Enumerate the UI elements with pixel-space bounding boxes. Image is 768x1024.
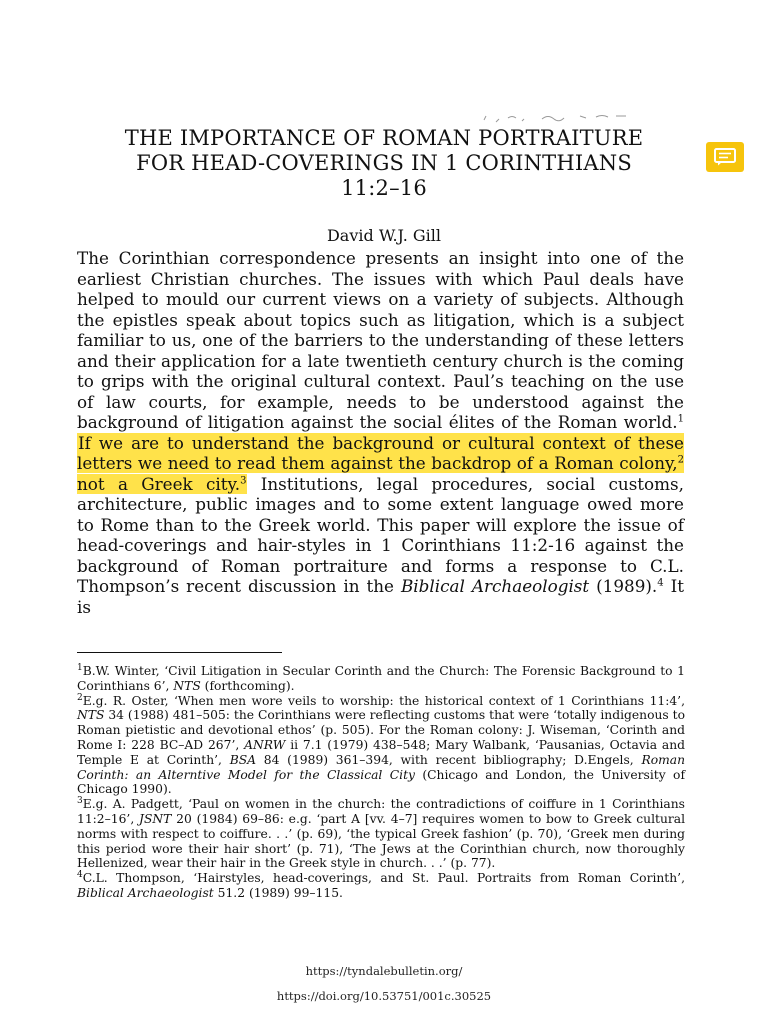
- footnote-text: B.W. Winter, ‘Civil Litigation in Secular Corinth and the Church: The Forensic Background to 1 Corinthians 6’,: [77, 664, 685, 693]
- footnotes: [77, 664, 685, 901]
- footnote-ref-1[interactable]: 1: [677, 413, 684, 425]
- footnote-ref-4[interactable]: 4: [657, 577, 664, 589]
- footnote-2: [77, 694, 685, 798]
- footnote-number: 3: [77, 796, 83, 807]
- footnote-text: C.L. Thompson, ‘Hairstyles, head-coverings, and St. Paul. Portraits from Roman Corinth’,: [82, 871, 685, 886]
- title-line-3: 11:2–16: [341, 176, 427, 200]
- footnote-1: [77, 664, 685, 694]
- journal-title: Biblical Archaeologist: [400, 576, 590, 596]
- comment-icon: [714, 148, 736, 166]
- footnote-ref-2[interactable]: 2: [677, 454, 684, 466]
- footnote-divider: [77, 652, 282, 653]
- footnote-italic: NTS: [77, 708, 105, 723]
- footnote-italic: JSNT: [139, 811, 172, 826]
- body-text-part-3: (1989).: [589, 576, 658, 596]
- footnote-text: 84 (1989) 361–394, with recent bibliography; D.Engels,: [256, 752, 642, 767]
- footnote-italic: Biblical Archaeologist: [77, 885, 214, 900]
- footnote-3: [77, 797, 685, 871]
- footnote-text: (forthcoming).: [200, 678, 295, 693]
- footnote-text: ii 7.1 (1979) 438–548; Mary Walbank, ‘Pausanias, Octavia and Temple E at Corinth’,: [77, 737, 685, 767]
- title-line-1: THE IMPORTANCE OF ROMAN PORTRAITURE: [124, 126, 644, 150]
- footnote-text: E.g. R. Oster, ‘When men wore veils to worship: the historical context of 1 Corinthians 11:4’,: [82, 693, 685, 708]
- footnote-4: [77, 871, 685, 901]
- title-line-2: FOR HEAD-COVERINGS IN 1 CORINTHIANS: [136, 151, 632, 175]
- footnote-text: 51.2 (1989) 99–115.: [213, 885, 343, 900]
- body-paragraph: [77, 248, 684, 617]
- body-text-part-1: The Corinthian correspondence presents an insight into one of the earliest Christian churches. The issues with which Paul deals have helped to mould our current views on a variety of subjects. Although the epistles speak about topics such as litigation, which is a subject familiar to us, one of the barriers to the understanding of these letters and their application for a late twentieth century church is the coming to grips with the original cultural context. Paul’s teaching on the use of law courts, for example, needs to be understood against the background of litigation against the social élites of the Roman world.: [77, 248, 684, 432]
- footnote-italic: ANRW: [244, 737, 286, 752]
- doi-link[interactable]: https://doi.org/10.53751/001c.30525: [276, 989, 492, 1003]
- body-text-part-2: Institutions, legal procedures, social customs, architecture, public images and to some extent language owed more to Rome than to the Greek world. This paper will explore the issue of head-coverings and hair-styles in 1 Corinthians 11:2-16 against the background of Roman portraiture and forms a response to C.L. Thompson’s recent discussion in the: [77, 473, 685, 596]
- footnote-italic: Roman Corinth: an Alterntive Model for the Classical City: [77, 752, 686, 782]
- footnote-text: 20 (1984) 69–86: e.g. ‘part A [vv. 4–7] requires women to bow to Greek cultural norms with respect to coiffure. . .’ (p. 69), ‘the typical Greek fashion’ (p. 70), ‘Greek men during this period wore their hair short’ (p. 71), ‘The Jews at the Corinthian church, now thoroughly Hellenized, wear their hair in the Greek style in church. . .’ (p. 77).: [77, 811, 686, 871]
- article-title: [60, 126, 708, 201]
- footnote-text: (Chicago and London, the University of Chicago 1990).: [77, 767, 685, 797]
- highlight-text-a: If we are to understand the background or cultural context of these letters we need to read them against the backdrop of a Roman colony,: [77, 432, 684, 473]
- journal-url-link[interactable]: https://tyndalebulletin.org/: [305, 964, 463, 978]
- footnote-number: 4: [77, 870, 83, 881]
- footnote-number: 2: [77, 692, 83, 703]
- footnote-italic: NTS: [173, 678, 201, 693]
- body-text-part-4: It is: [77, 576, 684, 617]
- footnote-italic: BSA: [229, 752, 257, 767]
- footnote-text: 34 (1988) 481–505: the Corinthians were reflecting customs that were ‘totally indigenous to Roman pietistic and devotional ethos’ (p. 505). For the Roman colony: J. Wiseman, ‘Corinth and Rome I: 228 BC–AD 267’,: [77, 708, 685, 752]
- footnote-text: E.g. A. Padgett, ‘Paul on women in the church: the contradictions of coiffure in 1 Corinthians 11:2–16’,: [77, 797, 685, 826]
- highlight-text-b: not a Greek city.: [77, 473, 241, 494]
- comment-button[interactable]: [706, 142, 744, 172]
- footnote-ref-3[interactable]: 3: [240, 474, 247, 486]
- footnote-number: 1: [77, 662, 83, 673]
- author-name: David W.J. Gill: [326, 226, 442, 245]
